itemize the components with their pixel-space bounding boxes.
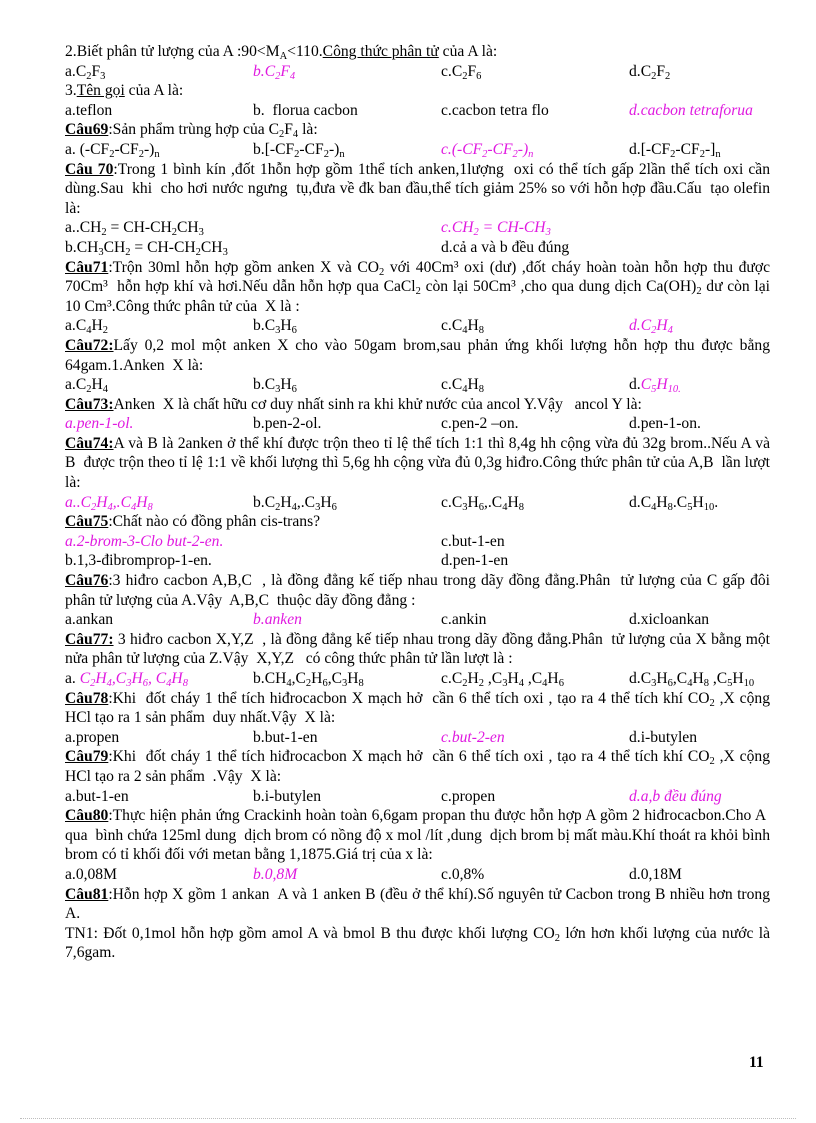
options-row: a.teflon b. florua cacbon c.cacbon tetra flo d.cacbon tetraforua <box>65 101 753 119</box>
options-row: a. $(-CF_2-CF_2-)_n$ $b.[-CF_2-CF_2-)_n$ $c.(-CF_2-CF_2-)_n$ $d.[-CF_2-CF_2-]_n$ <box>65 140 721 160</box>
options-row: a.2-brom-3-Clo but-2-en. c.but-1-en <box>65 532 505 550</box>
question-74: Câu74:A và B là 2anken ở thể khí được trộn theo tỉ lệ thể tích 1:1 thì 8,4g hh cộng vừa đủ 32g brom..Nếu A và B được trộn theo tỉ lệ 1:1 về khối lượng thì 5,6g hh cộng vừa đủ 0,3g hiđro.Công thức phân tử của A,B lần lượt là: <box>65 434 770 492</box>
options-row: a.ankan b.anken c.ankin d.xicloankan <box>65 611 710 629</box>
question-75: Câu75:Chất nào có đồng phân cis-trans? <box>65 513 321 531</box>
options-row: $a.C_4H_2$ $b.C_3H_6$ $c.C_4H_8$ $d.C_2H_4$ <box>65 317 673 337</box>
options-row: $a.C_2F_3$ $b.C_2F_4$ $c.C_2F_6$ $d.C_2F_2$ <box>65 62 671 82</box>
options-row: a.propen b.but-1-en c.but-2-en d.i-butylen <box>65 728 697 746</box>
question-72: Câu72:Lấy 0,2 mol một anken X cho vào 50gam brom,sau phản ứng khối lượng hỗn hợp thu được bằng 64gam.1.Anken X là: <box>65 336 770 374</box>
options-row: $a..C_2H_4,.C_4H_8$ $b.C_2H_4,.C_3H_6$ $c.C_3H_6,.C_4H_8$ $d.C_4H_8.C_5H_{10}$. <box>65 493 719 513</box>
options-row: $a..CH_2 = CH-CH_2CH_3$ $c.CH_2 = CH-CH_3$ <box>65 219 551 239</box>
question-line: 3.Tên gọi của A là: <box>65 82 184 100</box>
question-73: Câu73:Anken X là chất hữu cơ duy nhất sinh ra khi khử nước của ancol Y.Vậy ancol Y là: <box>65 395 642 413</box>
question-80: Câu80:Thực hiện phản ứng Crackinh hoàn toàn 6,6gam propan thu được hỗn hợp A gồm 2 hiđrocacbon.Cho A qua bình chứa 125ml dung dịch brom có nồng độ x mol /lít ,dung dịch brom bị mất màu.Khí thoát ra khỏi bình brom có tỉ khối đối với metan bằng 1,1875.Giá trị của x là: <box>65 807 770 864</box>
options-row: a.but-1-en b.i-butylen c.propen d.a,b đều đúng <box>65 787 722 805</box>
question-77: Câu77: 3 hiđro cacbon X,Y,Z , là đồng đẳng kế tiếp nhau trong dãy đồng đẳng.Phân tử lượng của X bằng một nửa phân tử lượng của Z.Vậy X,Y,Z có công thức phân tử lần lượt là : <box>65 630 770 668</box>
page-content <box>65 42 770 963</box>
options-row: a.0,08M b.0,8M c.0,8% d.0,18M <box>65 865 682 883</box>
question-79: Câu79:Khi đốt cháy 1 thể tích hiđrocacbon X mạch hở cần 6 thể tích oxi , tạo ra 4 thể tích khí $CO_2$ ,X cộng HCl tạo ra 2 sản phẩm .Vậy X là: <box>65 748 770 785</box>
options-row: $b.CH_3CH_2 = CH-CH_2CH_3$ d.cả a và b đều đúng <box>65 238 570 258</box>
options-row: $a.C_2H_4$ $b.C_3H_6$ $c.C_4H_8$ $d.C_5H_{10.}$ <box>65 376 681 396</box>
question-70: Câu 70:Trong 1 bình kín ,đốt 1hỗn hợp gồm 1thể tích anken,1lượng oxi có thể tích gấp 2lần thể tích oxi cần dùng.Sau khi cho hơi nước ngưng tụ,đưa về đk ban đầu,thể tích giảm 25% so với hỗn hợp đầu.Cấu tạo olefin là: <box>65 160 770 217</box>
question-81: Câu81:Hỗn hợp X gồm 1 ankan A và 1 anken B (đều ở thể khí).Số nguyên tử Cacbon trong B nhiều hơn trong A. <box>65 885 770 923</box>
page-bottom-divider <box>20 1118 796 1119</box>
question-line: 2.Biết phân tử lượng của A $:90<M_A<110.Công$ thức phân tử của A là: <box>65 43 498 62</box>
question-78: Câu78:Khi đốt cháy 1 thể tích hiđrocacbon X mạch hở cần 6 thể tích oxi , tạo ra 4 thể tích khí $CO_2$ ,X cộng HCl tạo ra 1 sản phẩm duy nhất.Vậy X là: <box>65 689 770 727</box>
page-number: 11 <box>749 1054 764 1071</box>
question-71: Câu71:Trộn 30ml hỗn hợp gồm anken X và $CO_2$ với 40Cm³ oxi (dư) ,đốt cháy hoàn toàn hỗn hợp thu được 70Cm³ hỗn hợp khí và hơi.Nếu dẫn hỗn hợp qua CaCl$_2$ còn lại 50Cm³ ,cho qua dung dịch $Ca(OH)_2$ dư còn lại 10 Cm³.Công thức phân tử của X là : <box>65 258 770 315</box>
options-row: b.1,3-đibromprop-1-en. d.pen-1-en <box>65 552 509 570</box>
question-81-tn1: TN1: Đốt 0,1mol hỗn hợp gồm amol A và bmol B thu được khối lượng $CO_2$ lớn hơn khối lượng của nước là 7,6gam. <box>65 924 770 962</box>
options-row: a.pen-1-ol. b.pen-2-ol. c.pen-2 –on. d.pen-1-on. <box>65 415 701 433</box>
question-76: Câu76:3 hiđro cacbon A,B,C , là đồng đẳng kế tiếp nhau trong dãy đồng đẳng.Phân tử lượng của C gấp đôi phân tử lượng của A.Vậy A,B,C thuộc dãy đồng đẳng : <box>65 572 770 609</box>
question-69: Câu69:Sản phẩm trùng hợp của $C_2F_4$ là: <box>65 121 318 140</box>
options-row: a. $C_2H_4,C_3H_6$, $C_4H_8$ $b.CH_4,C_2H_6,C_3H_8$ $c.C_2H_2$ $,C_3H_4$ $,C_4H_6$ $d.C_3H_6,C_4H_8$ $,C_5H_{10}$ <box>65 670 755 689</box>
